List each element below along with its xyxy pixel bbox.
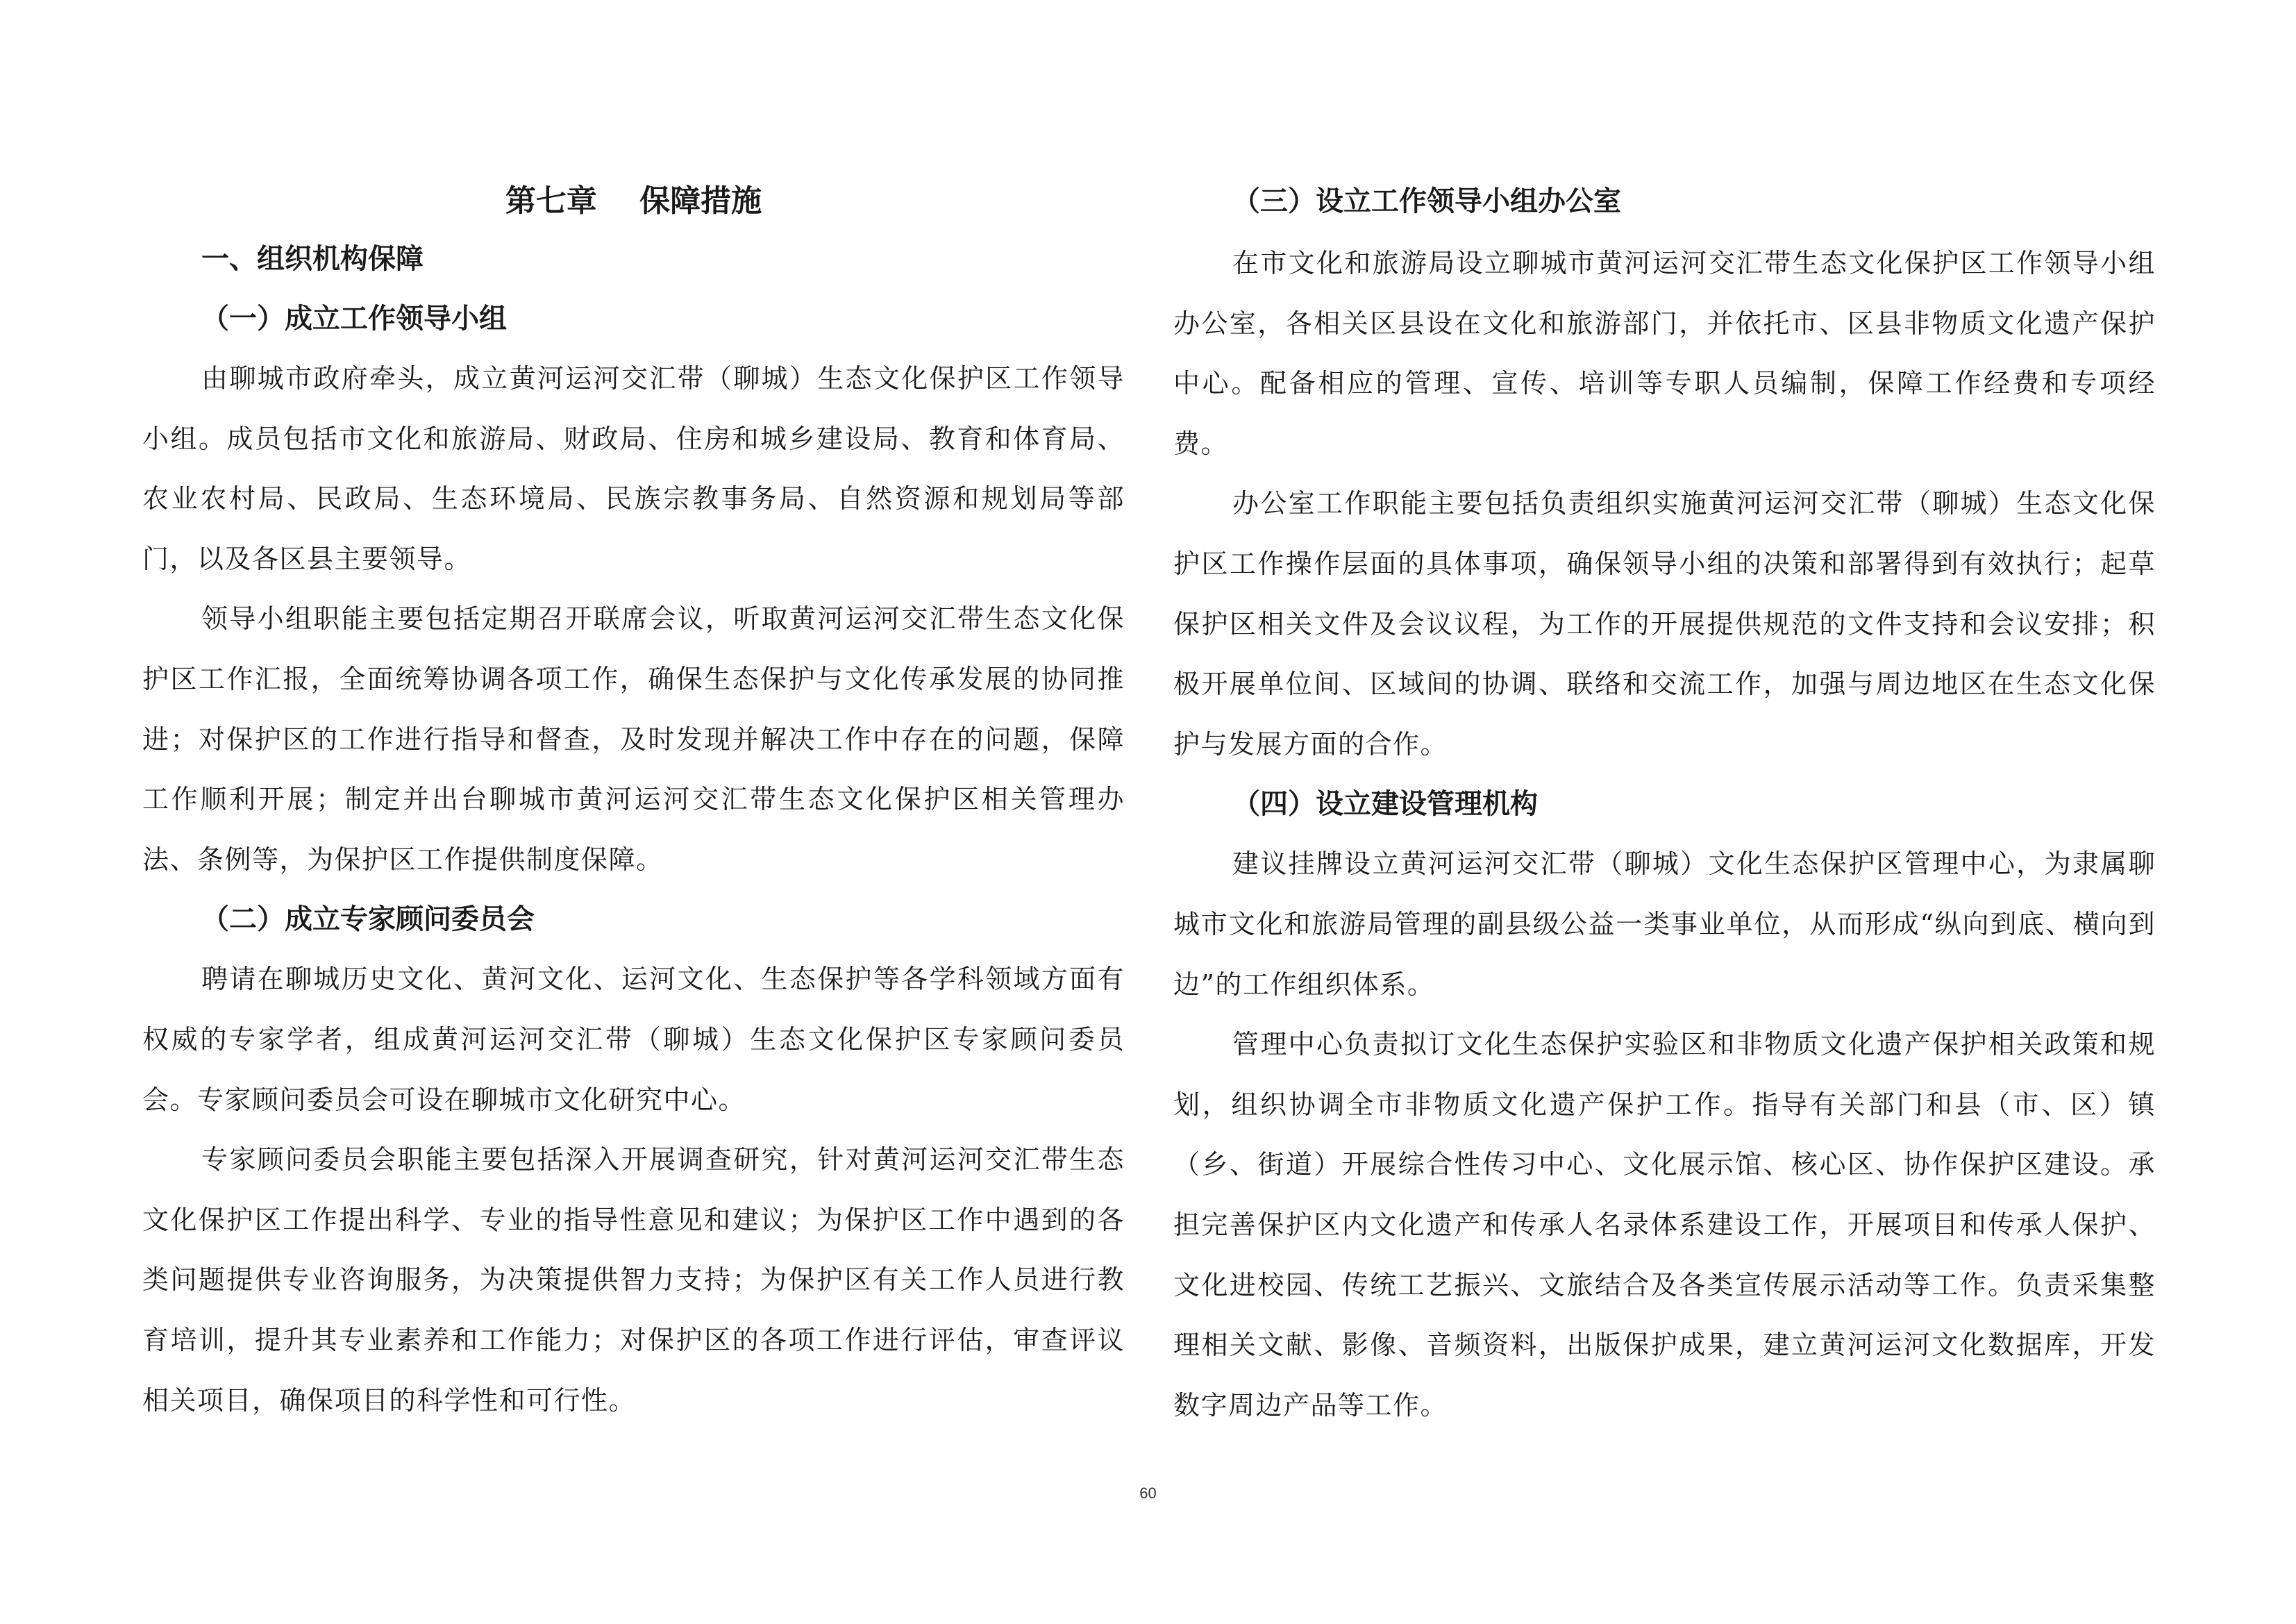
right-column (1173, 174, 2156, 1435)
page-number: 60 (1139, 1484, 1157, 1502)
left-column (142, 174, 1125, 1430)
paragraph: 由聊城市政府牵头，成立黄河运河交汇带（聊城）生态文化保护区工作领导小组。成员包括市文化和旅游局、财政局、住房和城乡建设局、教育和体育局、农业农村局、民政局、生态环境局、民族宗教事务局、自然资源和规划局等部门，以及各区县主要领导。 (142, 363, 1125, 574)
paragraph: 管理中心负责拟订文化生态保护实验区和非物质文化遗产保护相关政策和规划，组织协调全市非物质文化遗产保护工作。指导有关部门和县（市、区）镇（乡、街道）开展综合性传习中心、文化展示馆、核心区、协作保护区建设。承担完善保护区内文化遗产和传承人名录体系建设工作，开展项目和传承人保护、文化进校园、传统工艺振兴、文旅结合及各类宣传展示活动等工作。负责采集整理相关文献、影像、音频资料，出版保护成果，建立黄河运河文化数据库，开发数字周边产品等工作。 (1173, 1029, 2156, 1421)
paragraph: 专家顾问委员会职能主要包括深入开展调查研究，针对黄河运河交汇带生态文化保护区工作提出科学、专业的指导性意见和建议；为保护区工作中遇到的各类问题提供专业咨询服务，为决策提供智力支持；为保护区有关工作人员进行教育培训，提升其专业素养和工作能力；对保护区的各项工作进行评估，审查评议相关项目，确保项目的科学性和可行性。 (142, 1144, 1125, 1416)
subsection-heading-2: （二）成立专家顾问委员会 (201, 903, 535, 936)
paragraph: 领导小组职能主要包括定期召开联席会议，听取黄河运河交汇带生态文化保护区工作汇报，全面统筹协调各项工作，确保生态保护与文化传承发展的协同推进；对保护区的工作进行指导和督查，及时发现并解决工作中存在的问题，保障工作顺利开展；制定并出台聊城市黄河运河交汇带生态文化保护区相关管理办法、条例等，为保护区工作提供制度保障。 (142, 603, 1125, 875)
subsection-heading-1: （一）成立工作领导小组 (201, 303, 507, 335)
subsection-heading-3: （三）设立工作领导小组办公室 (1232, 185, 1621, 217)
paragraph: 在市文化和旅游局设立聊城市黄河运河交汇带生态文化保护区工作领导小组办公室，各相关区县设在文化和旅游部门，并依托市、区县非物质文化遗产保护中心。配备相应的管理、宣传、培训等专职人员编制，保障工作经费和专项经费。 (1173, 248, 2156, 459)
paragraph: 聘请在聊城历史文化、黄河文化、运河文化、生态保护等各学科领域方面有权威的专家学者，组成黄河运河交汇带（聊城）生态文化保护区专家顾问委员会。专家顾问委员会可设在聊城市文化研究中心。 (142, 964, 1125, 1115)
chapter-title: 第七章 保障措施 (505, 183, 762, 219)
subsection-heading-4: （四）设立建设管理机构 (1232, 788, 1538, 821)
paragraph: 办公室工作职能主要包括负责组织实施黄河运河交汇带（聊城）生态文化保护区工作操作层面的具体事项，确保领导小组的决策和部署得到有效执行；起草保护区相关文件及会议议程，为工作的开展提供规范的文件支持和会议安排；积极开展单位间、区域间的协调、联络和交流工作，加强与周边地区在生态文化保护与发展方面的合作。 (1173, 488, 2156, 760)
paragraph: 建议挂牌设立黄河运河交汇带（聊城）文化生态保护区管理中心，为隶属聊城市文化和旅游局管理的副县级公益一类事业单位，从而形成“纵向到底、横向到边”的工作组织体系。 (1173, 848, 2156, 1000)
section-heading: 一、组织机构保障 (201, 243, 424, 275)
